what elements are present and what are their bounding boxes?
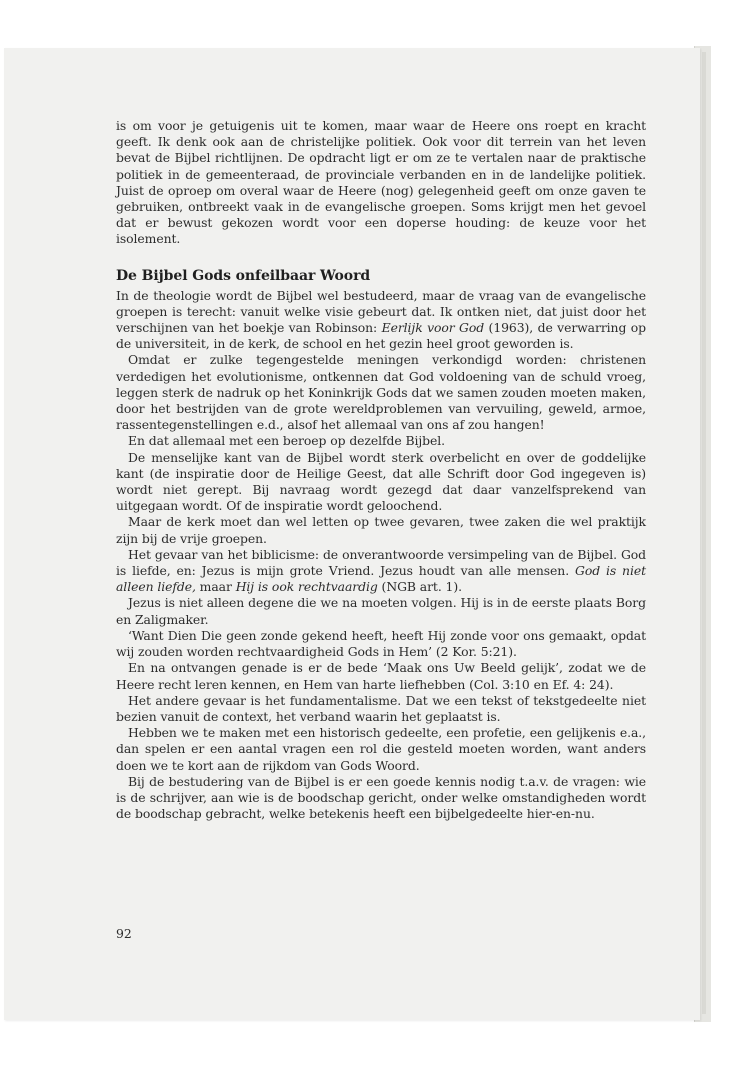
paragraph-3: En dat allemaal met een beroep op dezelfde Bijbel. — [128, 433, 445, 449]
page-edge-shadow — [702, 52, 706, 1014]
paragraph-7: Jezus is niet alleen degene die we na moeten volgen. Hij is in de eerste plaats Borg en Zaligmaker. — [116, 595, 646, 627]
section-heading: De Bijbel Gods onfeilbaar Woord — [116, 267, 371, 284]
body-text — [116, 118, 646, 822]
paragraph-9: En na ontvangen genade is er de bede ‘Maak ons Uw Beeld gelijk’, zodat we de Heere recht leren kennen, en Hem van harte liefhebben (Col. 3:10 en Ef. 4: 24). — [116, 660, 646, 692]
paragraph-10: Het andere gevaar is het fundamentalisme. Dat we een tekst of tekstgedeelte niet bezien vanuit de context, het verband waarin het geplaatst is. — [116, 692, 646, 724]
page-number: 92 — [116, 926, 132, 941]
intro-paragraph: is om voor je getuigenis uit te komen, maar waar de Heere ons roept en kracht geeft. Ik denk ook aan de christelijke politiek. Ook voor dit terrein van het leven bevat de Bijbel richtlijnen. De opdracht ligt er om ze te vertalen naar de praktische politiek in de gemeenteraad, de provinciale verbanden en in de landelijke politiek. Juist de oproep om overal waar de Heere (nog) gelegenheid geeft om onze gaven te gebruiken, ontbreekt vaak in de evangelische groepen. Soms krijgt men het gevoel dat er bewust gekozen wordt voor een doperse houding: de keuze voor het isolement. — [116, 118, 646, 247]
paragraph-4: De menselijke kant van de Bijbel wordt sterk overbelicht en over de goddelijke kant (de inspiratie door de Heilige Geest, dat alle Schrift door God ingegeven is) wordt niet gerept. Bij navraag wordt gezegd dat daar vanzelfsprekend van uitgegaan wordt. Of de inspiratie wordt geloochend. — [116, 449, 646, 514]
book-title: Eerlijk voor God — [381, 320, 485, 336]
paragraph-8: ‘Want Dien Die geen zonde gekend heeft, heeft Hij zonde voor ons gemaakt, opdat wij zouden worden rechtvaardigheid Gods in Hem’ (2 Kor. 5:21). — [116, 627, 646, 660]
paragraph-6: Het gevaar van het biblicisme: de onverantwoorde versimpeling van de Bijbel. God is liefde, en: Jezus is mijn grote Vriend. Jezus houdt van alle mensen. God is niet alleen liefde, maar Hij is ook rechtvaardig (NGB art. 1). — [116, 546, 646, 595]
paragraph-2: Omdat er zulke tegengestelde meningen verkondigd worden: christenen verdedigen het evolutionisme, ontkennen dat God voldoening van de schuld vroeg, leggen sterk de nadruk op het Koninkrijk Gods dat we samen zouden moeten maken, door het bestrijden van de grote wereldproblemen van vervuiling, geweld, armoe, rassentegenstellingen e.d., alsof het allemaal van ons af zou hangen! — [116, 352, 646, 433]
paragraph-12: Bij de bestudering van de Bijbel is er een goede kennis nodig t.a.v. de vragen: wie is de schrijver, aan wie is de boodschap gericht, onder welke omstandigheden wordt de boodschap gebracht, welke betekenis heeft een bijbelgedeelte hier-en-nu. — [116, 773, 646, 822]
paragraph-1: In de theologie wordt de Bijbel wel bestudeerd, maar de vraag van de evangelische groepen is terecht: vanuit welke visie gebeurt dat. Ik ontken niet, dat juist door het verschijnen van het boekje van Robinson: Eerlijk voor God (1963), de verwarring op de universiteit, in de kerk, de school en het gezin heel groot geworden is. — [116, 287, 646, 352]
paragraph-11: Hebben we te maken met een historisch gedeelte, een profetie, een gelijkenis e.a., dan spelen er een aantal vragen een rol die gesteld moeten worden, want anders doen we te kort aan de rijkdom van Gods Woord. — [116, 725, 646, 773]
paragraph-5: Maar de kerk moet dan wel letten op twee gevaren, twee zaken die wel praktijk zijn bij de vrije groepen. — [116, 514, 646, 546]
